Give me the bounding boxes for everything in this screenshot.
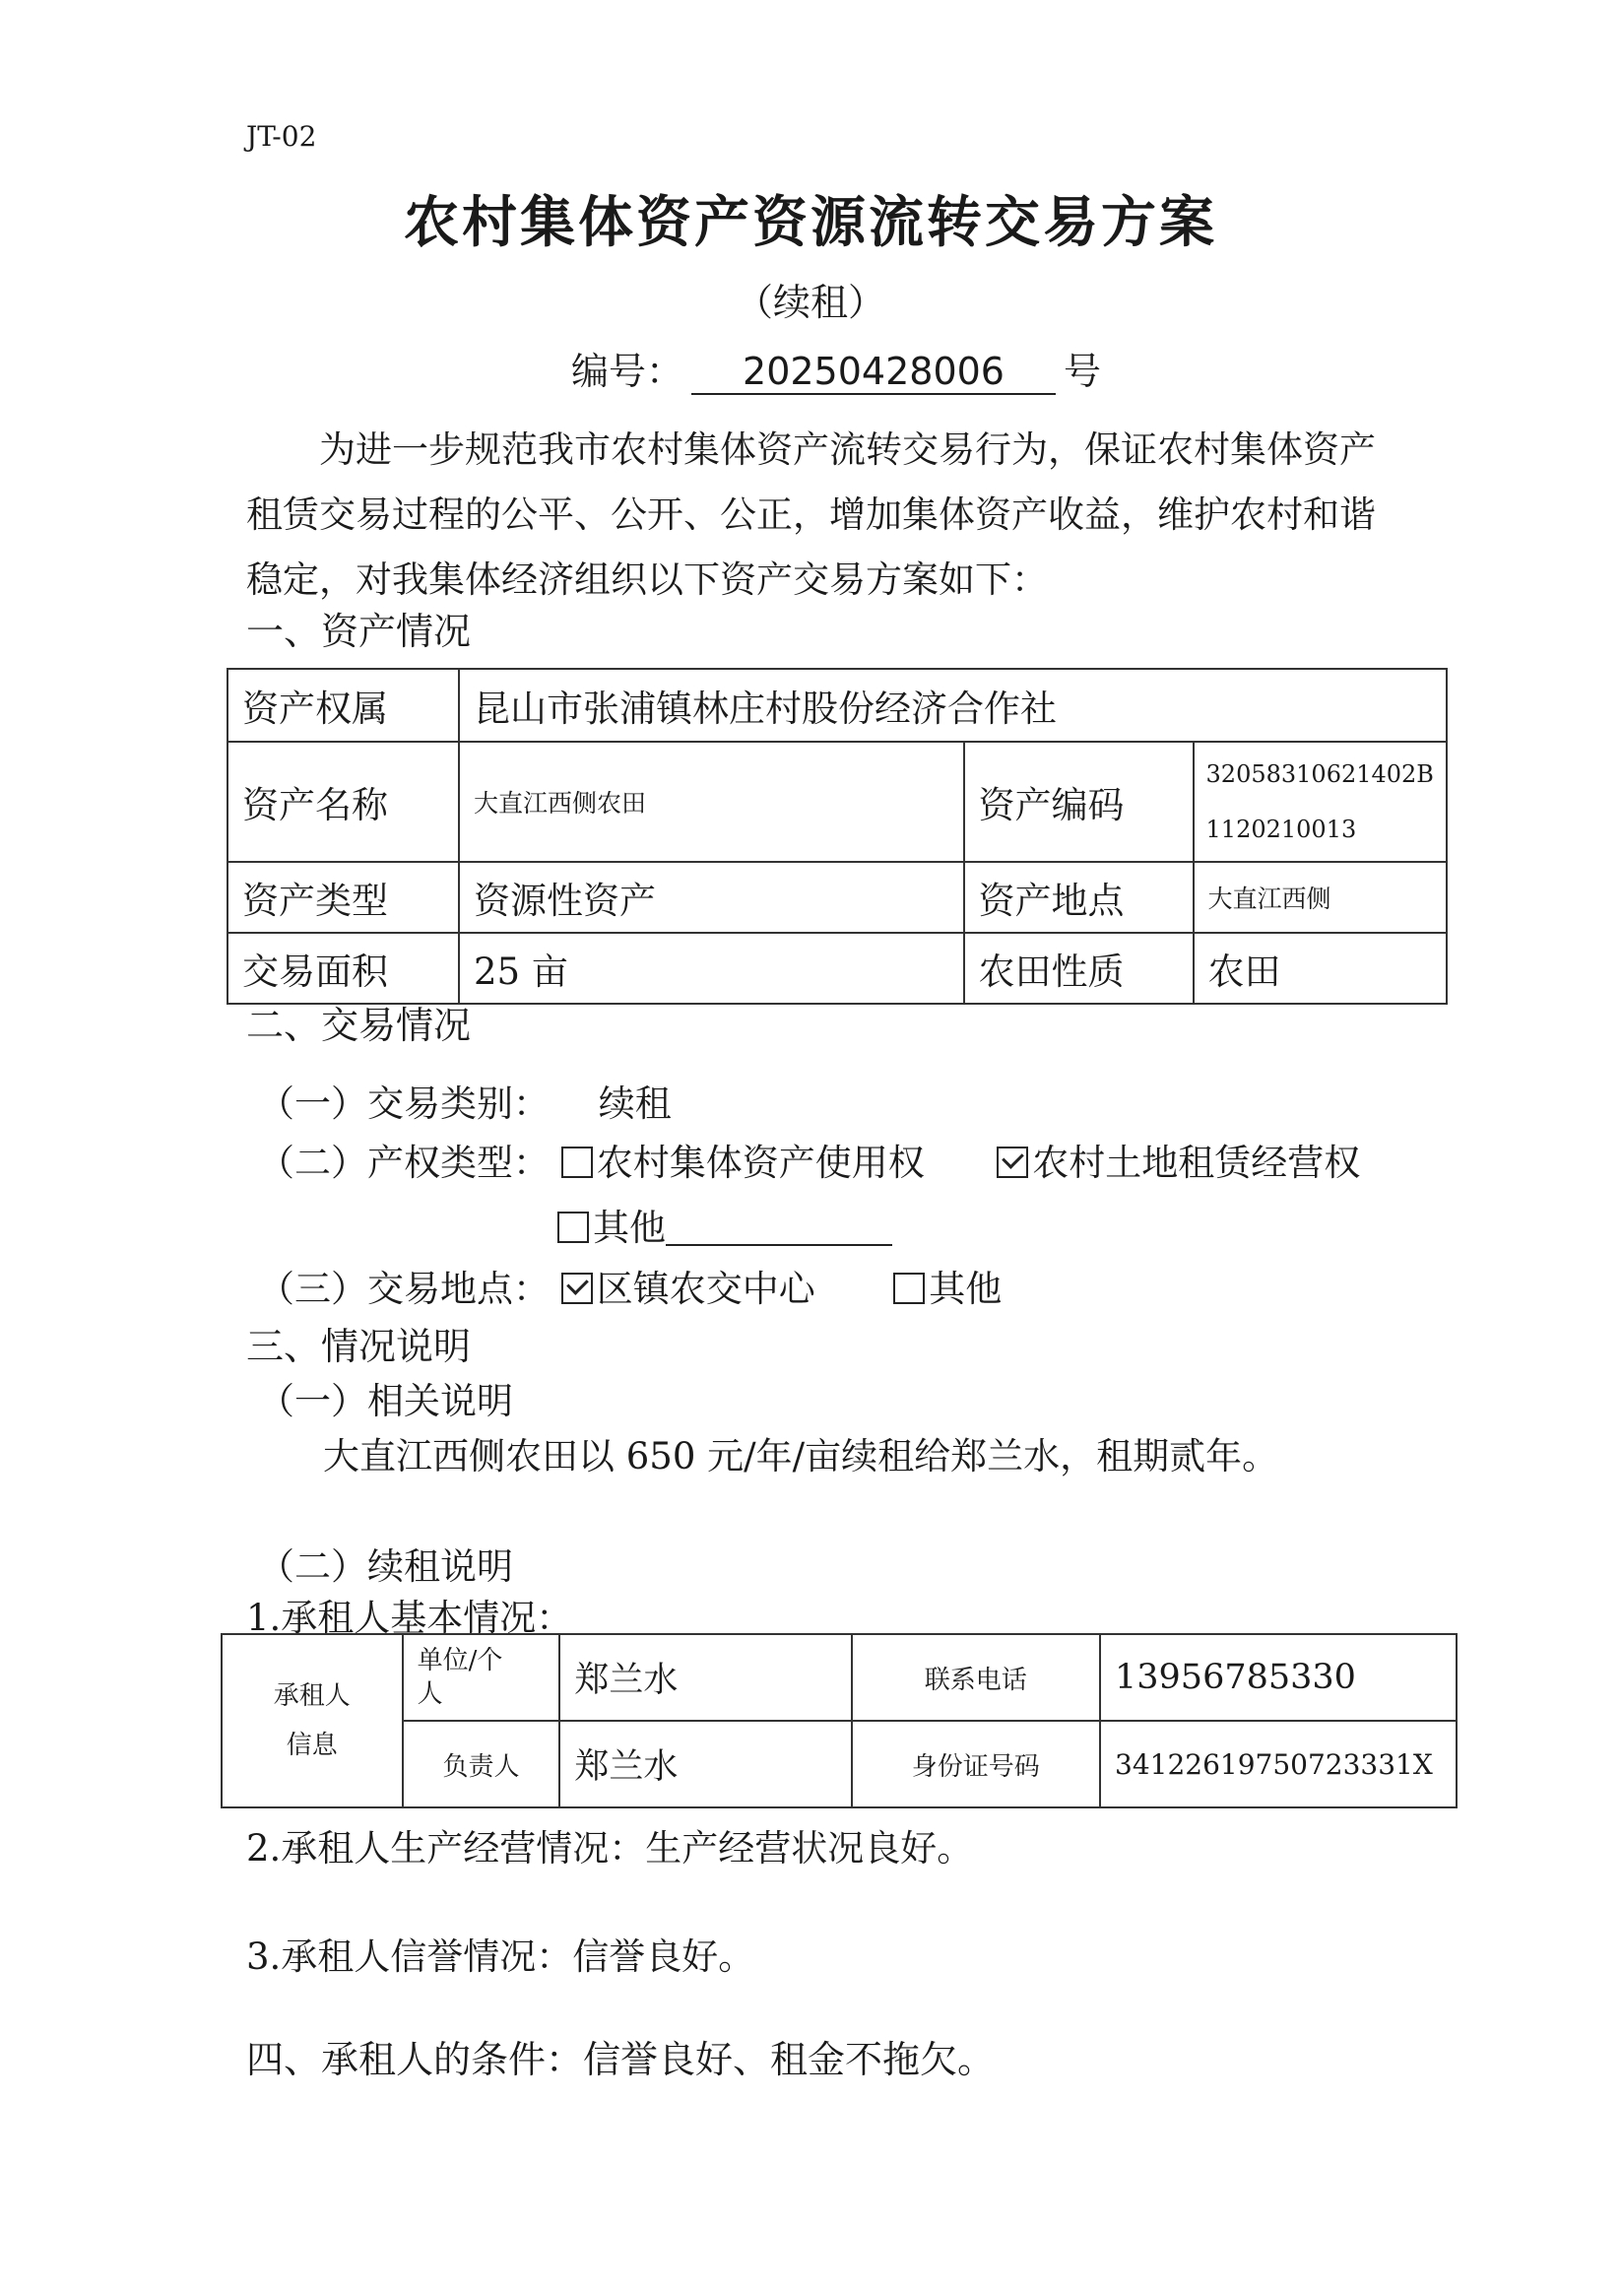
intro-line: 为进一步规范我市农村集体资产流转交易行为，保证农村集体资产 xyxy=(319,428,1376,471)
id-label: 身份证号码 xyxy=(852,1721,1100,1807)
unit-label-line: 单位/个 xyxy=(417,1646,503,1675)
phone-value: 13956785330 xyxy=(1100,1634,1457,1721)
person-value: 郑兰水 xyxy=(559,1721,851,1807)
intro-paragraph xyxy=(246,418,1428,613)
lessee-group-label-line: 信息 xyxy=(286,1731,338,1760)
right-other-blank[interactable] xyxy=(666,1214,892,1246)
right-opt1-checkbox[interactable] xyxy=(561,1147,593,1178)
serial-number xyxy=(571,341,1101,395)
place-row xyxy=(258,1259,1002,1312)
lessee-group-label-line: 承租人 xyxy=(273,1681,351,1711)
right-opt2-checkbox[interactable] xyxy=(997,1147,1028,1178)
right-opt3-checkbox[interactable] xyxy=(557,1212,589,1243)
section2-heading: 二、交易情况 xyxy=(246,1004,472,1047)
trade-type-value: 续租 xyxy=(598,1082,672,1125)
name-value: 大直江西侧农田 xyxy=(459,742,963,862)
serial-suffix: 号 xyxy=(1064,350,1102,393)
sub1-text: 大直江西侧农田以 650 元/年/亩续租给郑兰水，租期贰年。 xyxy=(323,1435,1279,1477)
person-label: 负责人 xyxy=(403,1721,560,1807)
section4-heading: 四、承租人的条件：信誉良好、租金不拖欠。 xyxy=(246,2038,996,2081)
location-value: 大直江西侧 xyxy=(1194,862,1447,933)
unit-value: 郑兰水 xyxy=(559,1634,851,1721)
id-value: 34122619750723331X xyxy=(1100,1721,1457,1807)
item1-text: 1.承租人基本情况： xyxy=(246,1597,573,1639)
unit-label-line: 人 xyxy=(417,1679,443,1709)
place-opt2-checkbox[interactable] xyxy=(893,1273,925,1304)
place-opt1-checkbox[interactable] xyxy=(561,1273,593,1304)
nature-value: 农田 xyxy=(1194,933,1447,1004)
unit-label xyxy=(403,1634,560,1721)
trade-type-row xyxy=(258,1074,672,1127)
document-subtitle: （续租） xyxy=(735,281,885,324)
name-label: 资产名称 xyxy=(227,742,459,862)
code-value xyxy=(1194,742,1447,862)
code-value-line: 1120210013 xyxy=(1205,816,1357,843)
type-value: 资源性资产 xyxy=(459,862,963,933)
nature-label: 农田性质 xyxy=(964,933,1194,1004)
sub2-heading: （二）续租说明 xyxy=(258,1545,513,1588)
sub1-heading: （一）相关说明 xyxy=(258,1380,513,1422)
intro-line: 稳定，对我集体经济组织以下资产交易方案如下： xyxy=(246,558,1048,601)
right-opt3-label: 其他 xyxy=(593,1207,666,1249)
intro-line: 租赁交易过程的公平、公开、公正，增加集体资产收益，维护农村和谐 xyxy=(246,493,1376,536)
owner-value: 昆山市张浦镇林庄村股份经济合作社 xyxy=(459,669,1447,742)
document-code: JT-02 xyxy=(246,120,317,153)
location-label: 资产地点 xyxy=(964,862,1194,933)
lessee-group-label xyxy=(222,1634,403,1807)
item3-text: 3.承租人信誉情况：信誉良好。 xyxy=(246,1935,755,1978)
place-opt1-label: 区镇农交中心 xyxy=(596,1268,815,1310)
asset-table xyxy=(227,668,1448,1005)
area-value: 25 亩 xyxy=(459,933,963,1004)
place-label: （三）交易地点： xyxy=(258,1268,550,1310)
lessee-table xyxy=(221,1633,1458,1808)
right-other-row xyxy=(557,1198,892,1251)
code-value-line: 32058310621402B xyxy=(1205,760,1434,788)
serial-value: 20250428006 xyxy=(691,350,1056,395)
code-label: 资产编码 xyxy=(964,742,1194,862)
serial-label: 编号： xyxy=(571,350,684,393)
item2-text: 2.承租人生产经营情况：生产经营状况良好。 xyxy=(246,1827,974,1870)
section1-heading: 一、资产情况 xyxy=(246,610,472,653)
type-label: 资产类型 xyxy=(227,862,459,933)
place-opt2-label: 其他 xyxy=(929,1268,1003,1310)
document-title: 农村集体资产资源流转交易方案 xyxy=(404,191,1217,255)
right-type-row xyxy=(258,1133,1360,1186)
area-label: 交易面积 xyxy=(227,933,459,1004)
right-type-label: （二）产权类型： xyxy=(258,1142,550,1184)
phone-label: 联系电话 xyxy=(852,1634,1100,1721)
owner-label: 资产权属 xyxy=(227,669,459,742)
section3-heading: 三、情况说明 xyxy=(246,1325,472,1368)
right-opt2-label: 农村土地租赁经营权 xyxy=(1032,1142,1361,1184)
trade-type-label: （一）交易类别： xyxy=(258,1082,550,1125)
right-opt1-label: 农村集体资产使用权 xyxy=(596,1142,925,1184)
